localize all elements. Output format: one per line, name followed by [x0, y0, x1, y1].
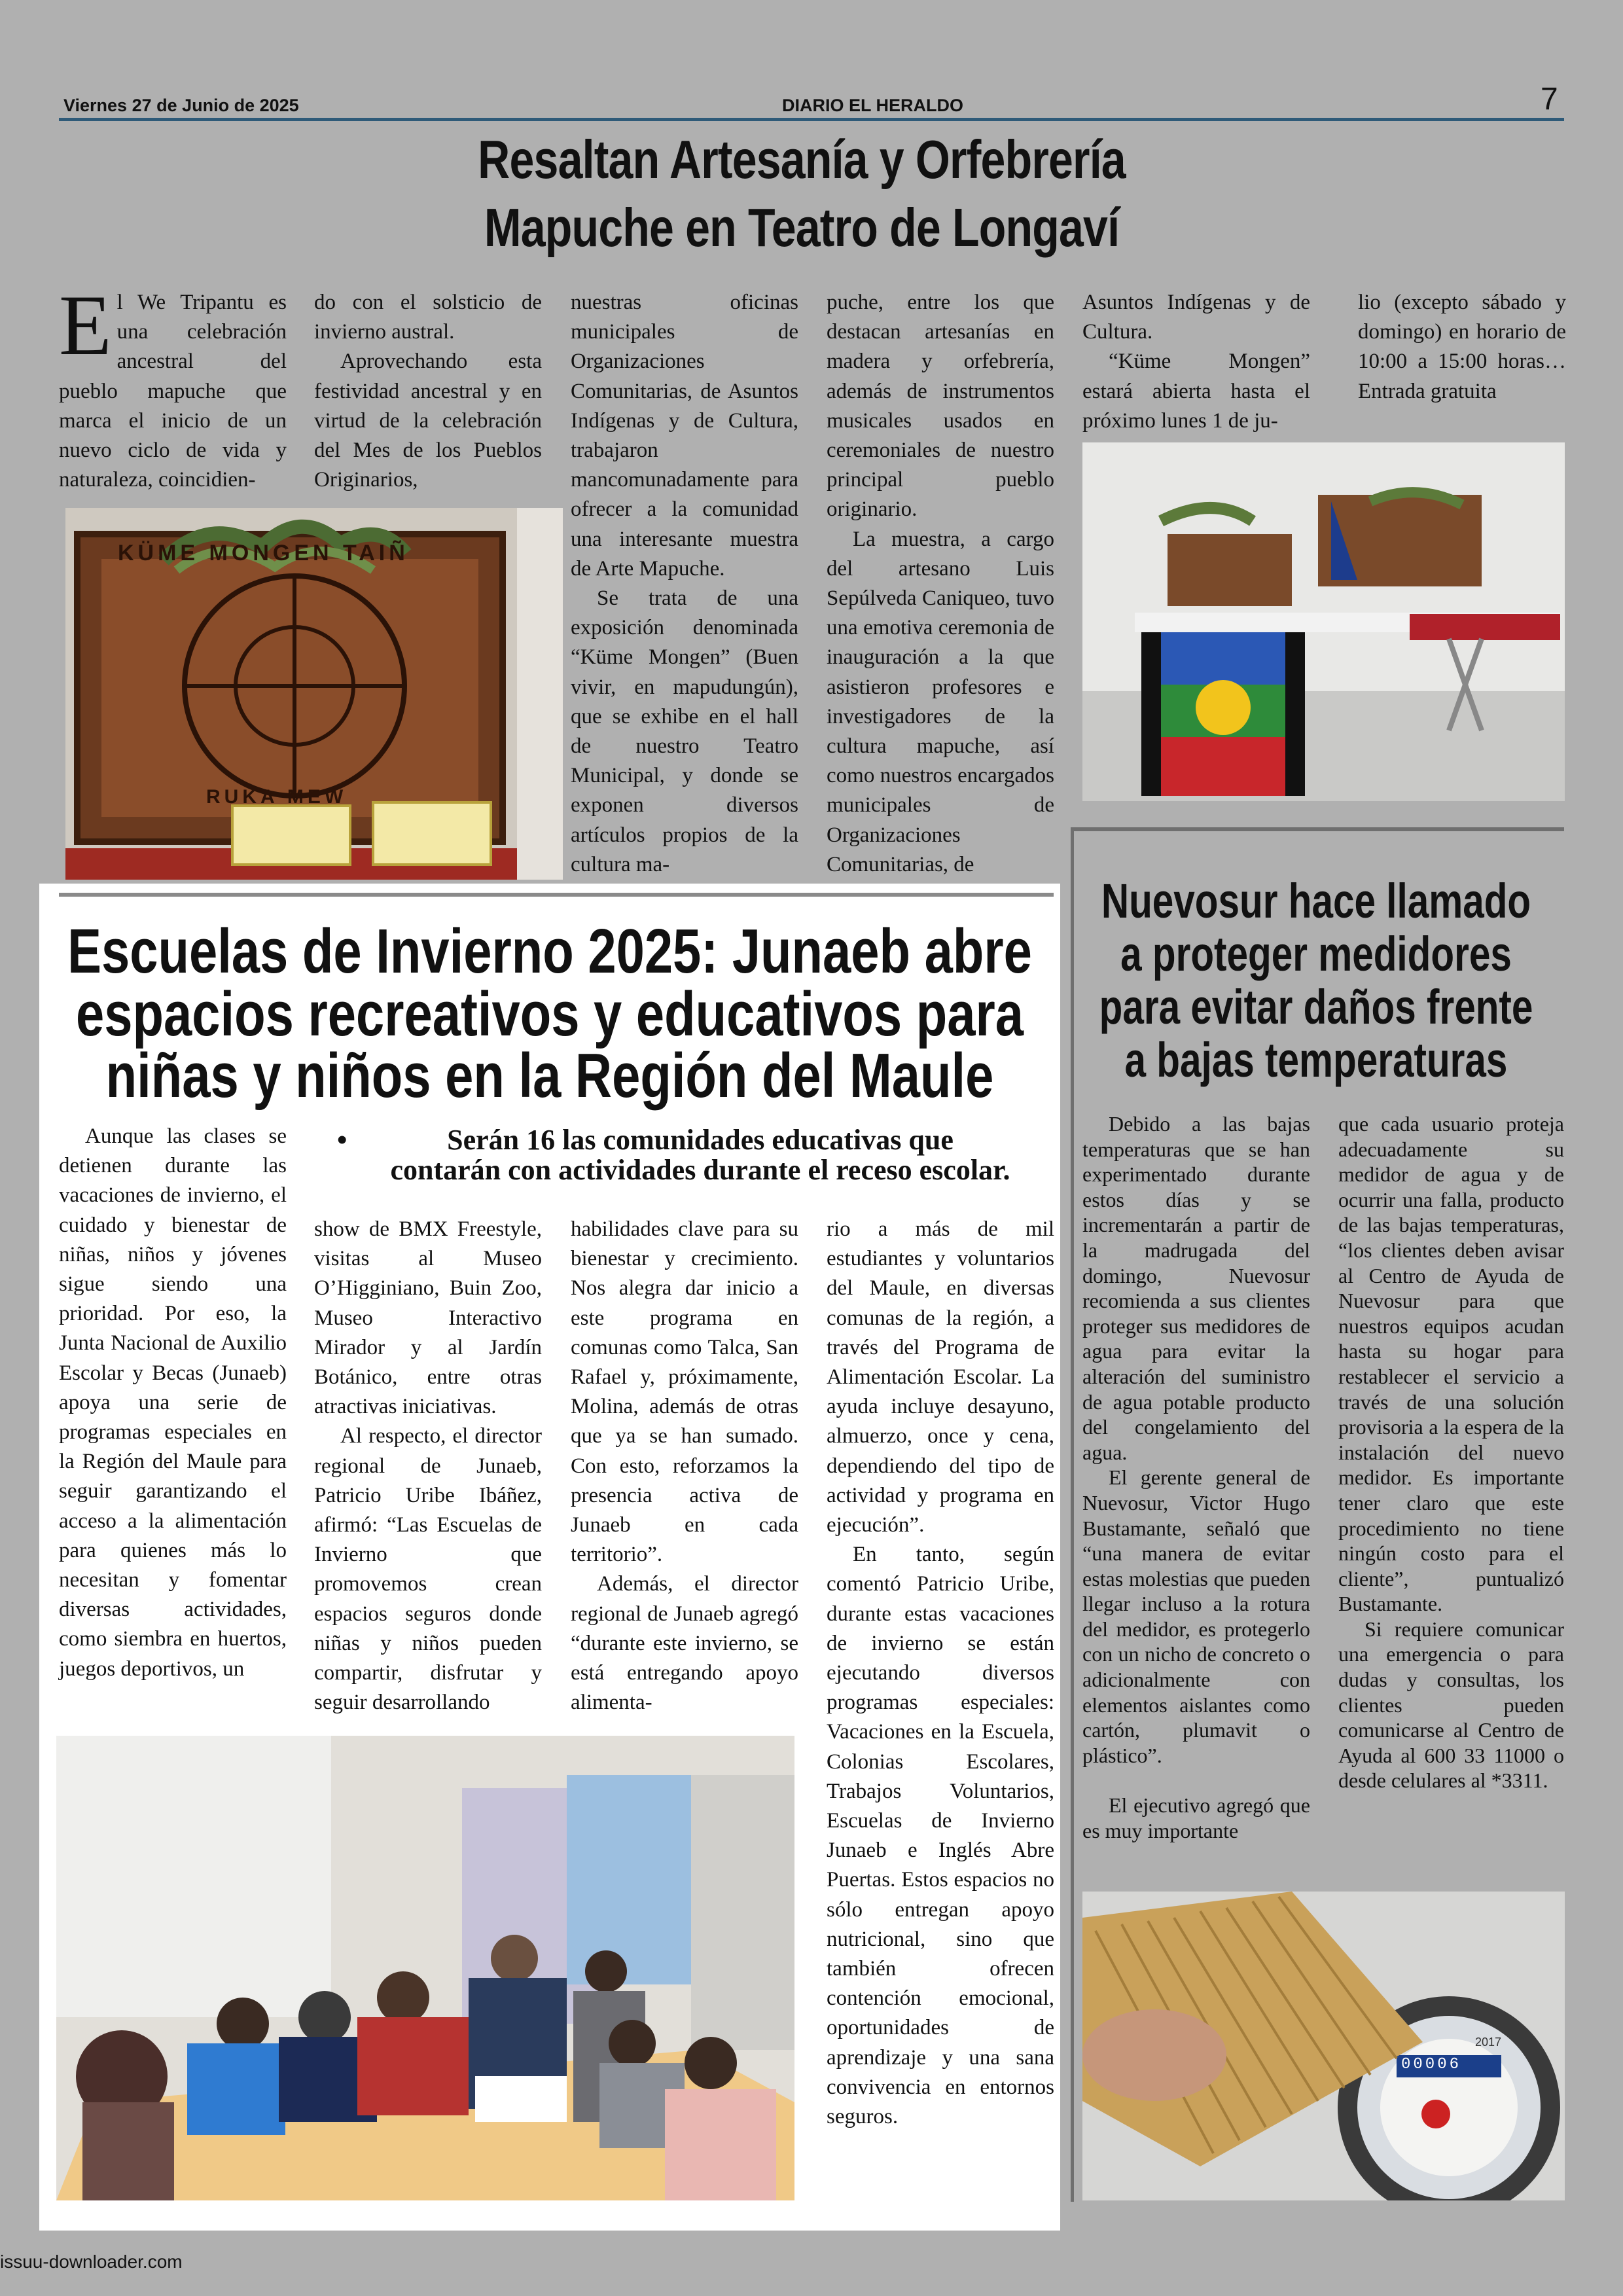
article2-top-rule — [59, 893, 1054, 897]
article1-column-2 — [314, 288, 542, 495]
article3-col1-p2: El gerente general de Nuevosur, Victor Hugo Bustamante, señaló que “una manera de evitar estas molestias que pueden llegar incluso a la rotura del medidor, es protegerlo con un nicho de concreto o adicionalmente con elementos aislantes como cartón, plumavit o plástico”. — [1082, 1465, 1310, 1767]
article2-col4-p1: rio a más de mil estudiantes y voluntarios del Maule, en diversas comunas de la región, a través del Programa de Alimentación Escolar. La ayuda incluye desayuno, almuerzo, once y cena, dependiendo del tipo de actividad y programa en ejecución”. — [827, 1217, 1054, 1537]
page-number: 7 — [1541, 82, 1558, 117]
article1-headline-line2: Mapuche en Teatro de Longaví — [484, 197, 1120, 258]
article3-col1-p3: El ejecutivo agregó que es muy importante — [1082, 1793, 1310, 1843]
article1-dropcap: E — [59, 277, 112, 373]
article1-column-3 — [571, 288, 798, 880]
article1-col2-p2: Aprovechando esta festividad ancestral y en virtud de la celebración del Mes de los Pueblos Originarios, — [314, 350, 542, 492]
photo1-sign-top: KÜME MONGEN TAIÑ — [118, 541, 409, 565]
article1-col1-text: l We Tripantu es una celebración ancestral del pueblo mapuche que marca el inicio de un nuevo ciclo de vida y naturaleza, coincidien- — [59, 291, 287, 492]
article1-column-6 — [1358, 288, 1566, 406]
article2-bullet-marker: • — [337, 1124, 348, 1156]
article1-col5-p1: Asuntos Indígenas y de Cultura. — [1082, 291, 1310, 344]
article3-headline-line1: Nuevosur hace llamado — [1101, 874, 1531, 928]
article2-col4-p2: En tanto, según comentó Patricio Uribe, durante estas vacaciones de invierno se están ejecutando diversos programas especiales: Vacaciones en la Escuela, Colonias Escolares, Trabajos Voluntarios, Escuelas de Invierno Junaeb e Inglés Abre Puertas. Estos espacios no sólo entregan apoyo nutricional, sino que también ofrecen contención emocional, oportunidades de aprendizaje y una sana convivencia en entornos seguros. — [827, 1543, 1054, 2129]
meter-year: 2017 — [1475, 2036, 1502, 2049]
article3-column-1 — [1082, 1111, 1310, 1844]
article2-subhead-line2: contarán con actividades durante el receso escolar. — [390, 1154, 1010, 1186]
meter-digits: 00006 — [1401, 2056, 1462, 2073]
article2-column-2 — [314, 1215, 542, 1717]
article1-col4-p2: La muestra, a cargo del artesano Luis Sepúlveda Caniqueo, tuvo una emotiva ceremonia de inauguración a la que asistieron profesores e investigadores de la cultura mapuche, así como nuestros encargados municipales de Organizaciones Comunitarias, de — [827, 527, 1054, 876]
article1-col3-p2: Se trata de una exposición denominada “Küme Mongen” (Buen vivir, en mapudungún), que se exhibe en el hall de nuestro Teatro Municipal, y donde se exponen diversos artículos propios de la cultura ma- — [571, 586, 798, 876]
article2-headline-line3: niñas y niños en la Región del Maule — [105, 1041, 994, 1111]
article2-headline-line1: Escuelas de Invierno 2025: Junaeb abre — [67, 916, 1032, 986]
article2-col1-text: Aunque las clases se detienen durante las vacaciones de invierno, el cuidado y bienestar de niñas, niños y jóvenes sigue siendo una prioridad. Por eso, la Junta Nacional de Auxilio Escolar y Becas (Junaeb) apoya una serie de programas especiales en la Región del Maule para seguir garantizando el acceso a la alimentación para quienes más lo necesitan y fomentar diversas actividades, como siembra en huertos, juegos deportivos, un — [59, 1124, 287, 1681]
article2-col3-p2: Además, el director regional de Junaeb agregó “durante este invierno, se está entregando apoyo alimenta- — [571, 1572, 798, 1715]
article2-photo-classroom — [56, 1736, 794, 2200]
article1-photo-carved-panel — [65, 508, 563, 880]
issue-date: Viernes 27 de Junio de 2025 — [63, 96, 299, 115]
article1-column-1 — [59, 277, 287, 495]
article1-col4-p1: puche, entre los que destacan artesanías en madera y orfebrería, además de instrumentos musicales usados en ceremoniales de nuestro principal pueblo originario. — [827, 291, 1054, 522]
article1-col5-p2: “Küme Mongen” estará abierta hasta el próximo lunes 1 de ju- — [1082, 350, 1310, 433]
article3-col1-p1: Debido a las bajas temperaturas que se han experimentado durante estos días y se incrementarán a partir de la madrugada del domingo, Nuevosur recomienda a sus clientes proteger sus medidores de agua para evitar la alteración del suministro de agua potable producto del congelamiento del agua. — [1082, 1112, 1310, 1464]
photo1-sign-bottom: RUKA MEW — [206, 786, 348, 808]
sidebar-top-rule — [1071, 827, 1564, 831]
header-rule — [59, 118, 1564, 121]
article1-photo-exhibition-table — [1082, 442, 1565, 801]
article2-column-3 — [571, 1215, 798, 1717]
article1-column-5 — [1082, 288, 1310, 436]
article3-photo-water-meter — [1082, 1892, 1565, 2200]
article3-headline-line4: a bajas temperaturas — [1124, 1033, 1508, 1087]
article1-col6-text: lio (excepto sábado y domingo) en horario de 10:00 a 15:00 horas… Entrada gratuita — [1358, 291, 1566, 403]
article1-headline-line1: Resaltan Artesanía y Orfebrería — [478, 129, 1126, 190]
article2-col2-p1: show de BMX Freestyle, visitas al Museo O’Higginiano, Buin Zoo, Museo Interactivo Mirador y al Jardín Botánico, entre otras atractivas iniciativas. — [314, 1217, 542, 1419]
article1-col2-p1: do con el solsticio de invierno austral. — [314, 291, 542, 344]
article2-col2-p2: Al respecto, el director regional de Junaeb, Patricio Uribe Ibáñez, afirmó: “Las Escuelas de Invierno que promovemos crean espacios seguros donde niñas y niños pueden compartir, disfrutar y seguir desarrollando — [314, 1424, 542, 1715]
watermark: issuu-downloader.com — [0, 2251, 183, 2272]
newspaper-name: DIARIO EL HERALDO — [782, 96, 964, 115]
article2-headline-line2: espacios recreativos y educativos para — [76, 979, 1024, 1049]
article1-column-4 — [827, 288, 1054, 880]
article3-headline-line2: a proteger medidores — [1120, 927, 1512, 981]
article3-col2-p1: que cada usuario proteja adecuadamente su medidor de agua y de ocurrir una falla, producto de las bajas temperaturas, “los clientes deben avisar al Centro de Ayuda de Nuevosur para que nuestros equipos acudan hasta su hogar para restablecer el servicio a través de una solución provisoria a la espera de la instalación del nuevo medidor. Es importante tener claro que este procedimiento no tiene ningún costo para el cliente”, puntualizó Bustamante. — [1338, 1112, 1564, 1616]
article3-headline-line3: para evitar daños frente — [1099, 980, 1533, 1034]
article3-col2-p2: Si requiere comunicar una emergencia o para dudas y consultas, los clientes pueden comunicarse al Centro de Ayuda al 600 33 11000 o desde celulares al *3311. — [1338, 1617, 1564, 1793]
article2-subhead-line1: Serán 16 las comunidades educativas que — [447, 1124, 954, 1156]
article2-column-1 — [59, 1122, 287, 1684]
article2-col3-p1: habilidades clave para su bienestar y crecimiento. Nos alegra dar inicio a este programa en comunas como Talca, San Rafael y, próximamente, Molina, además de otras que ya se han sumado. Con esto, reforzamos la presencia activa de Junaeb en cada territorio”. — [571, 1217, 798, 1567]
article1-col3-p1: nuestras oficinas municipales de Organizaciones Comunitarias, de Asuntos Indígenas y de Cultura, trabajaron mancomunadamente para ofrecer a la comunidad una interesante muestra de Arte Mapuche. — [571, 291, 798, 581]
article2-column-4 — [827, 1215, 1054, 2132]
article3-column-2 — [1338, 1111, 1564, 1793]
